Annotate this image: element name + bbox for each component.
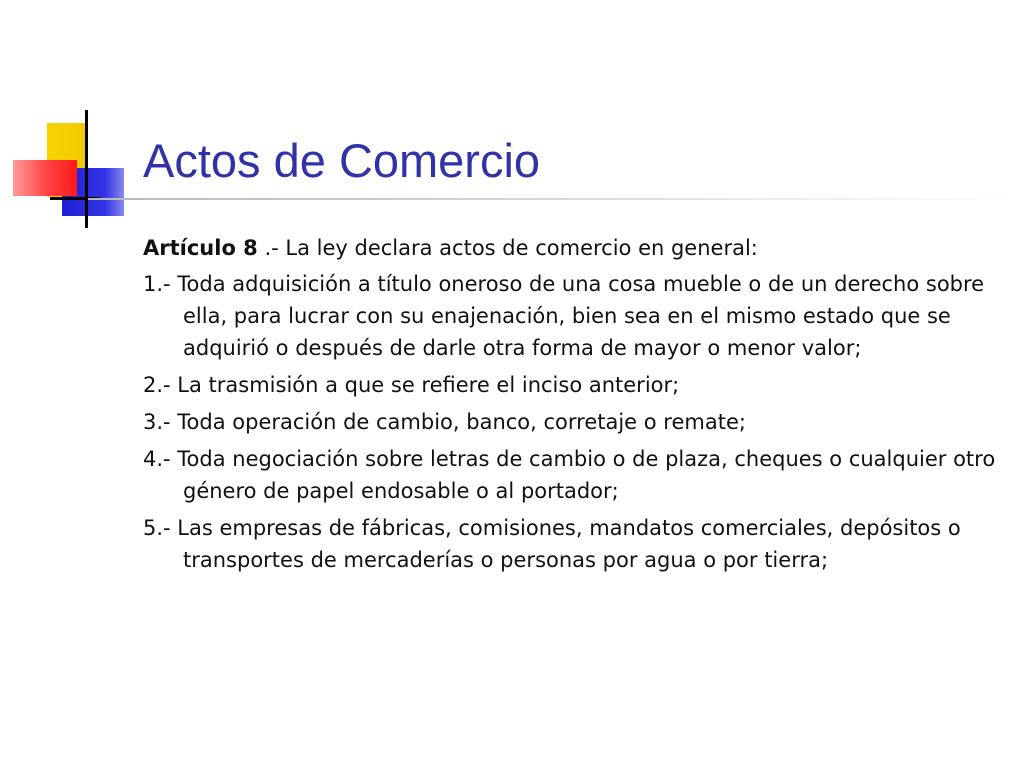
article-intro-text: .- La ley declara actos de comercio en general: <box>257 236 758 260</box>
red-square <box>13 160 77 196</box>
article-list <box>143 232 1003 581</box>
vertical-line <box>85 110 88 228</box>
list-item: 5.- Las empresas de fábricas, comisiones, mandatos comerciales, depósitos o transportes de mercaderías o personas por agua o por tierra; <box>143 516 961 572</box>
title-underline <box>88 198 1024 200</box>
list-item: 1.- Toda adquisición a título oneroso de una cosa mueble o de un derecho sobre ella, para lucrar con su enajenación, bien sea en el mismo estado que se adquirió o después de darle otra forma de mayor o menor valor; <box>143 272 985 360</box>
list-item: 3.- Toda operación de cambio, banco, corretaje o remate; <box>143 410 746 434</box>
slide-title: Actos de Comercio <box>143 134 541 187</box>
list-item: 2.- La trasmisión a que se refiere el inciso anterior; <box>143 373 680 397</box>
decorative-squares-logo <box>0 0 150 240</box>
article-label: Artículo 8 <box>143 236 258 260</box>
article-intro <box>143 232 1003 264</box>
list-item: 4.- Toda negociación sobre letras de cambio o de plaza, cheques o cualquier otro género de papel endosable o al portador; <box>143 447 996 503</box>
